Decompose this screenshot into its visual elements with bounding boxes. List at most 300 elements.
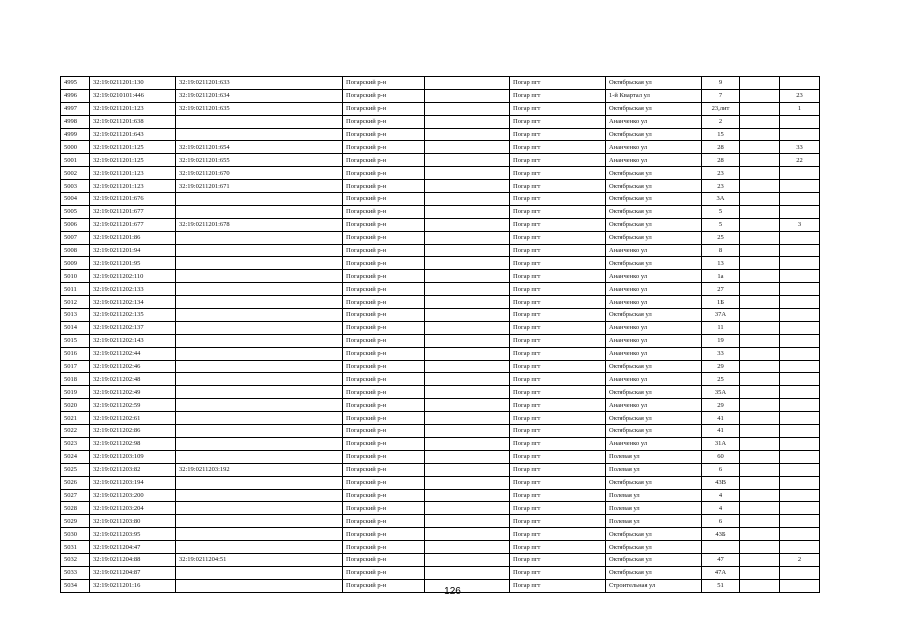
- cell-row-number: 5033: [61, 566, 90, 579]
- cell-district: Погарский р-н: [343, 437, 425, 450]
- cell-street: Строительная ул: [606, 579, 702, 592]
- cell-locality-type: [425, 334, 510, 347]
- cell-street: Полевая ул: [606, 515, 702, 528]
- cell-building: [740, 270, 780, 283]
- table-row: [61, 154, 820, 167]
- cell-settlement: Погар пгт: [510, 541, 606, 554]
- cell-locality-type: [425, 193, 510, 206]
- cell-cadastral-number: 32:19:0211203:82: [90, 463, 176, 476]
- cell-cadastral-number: 32:19:0211202:134: [90, 296, 176, 309]
- cell-row-number: 5008: [61, 244, 90, 257]
- table-row: [61, 270, 820, 283]
- cell-apartment: 33: [780, 141, 820, 154]
- cell-building: [740, 373, 780, 386]
- cell-row-number: 4997: [61, 102, 90, 115]
- cell-street: Ананченко ул: [606, 154, 702, 167]
- cell-locality-type: [425, 360, 510, 373]
- cell-street: Октябрьская ул: [606, 77, 702, 90]
- cell-settlement: Погар пгт: [510, 476, 606, 489]
- cell-settlement: Погар пгт: [510, 437, 606, 450]
- cell-parent-cadastral-number: [176, 334, 343, 347]
- table-row: [61, 257, 820, 270]
- cell-apartment: [780, 128, 820, 141]
- table-row: [61, 296, 820, 309]
- cell-row-number: 5002: [61, 167, 90, 180]
- cell-street: Ананченко ул: [606, 437, 702, 450]
- cell-locality-type: [425, 463, 510, 476]
- cell-locality-type: [425, 244, 510, 257]
- cell-house-number: 1а: [702, 270, 740, 283]
- cell-building: [740, 502, 780, 515]
- cell-house-number: 1Б: [702, 296, 740, 309]
- cell-district: Погарский р-н: [343, 566, 425, 579]
- cell-building: [740, 347, 780, 360]
- page-number: 126: [444, 586, 461, 597]
- cell-building: [740, 244, 780, 257]
- cell-apartment: [780, 347, 820, 360]
- cell-cadastral-number: 32:19:0211203:204: [90, 502, 176, 515]
- cell-settlement: Погар пгт: [510, 463, 606, 476]
- cell-settlement: Погар пгт: [510, 373, 606, 386]
- cell-building: [740, 296, 780, 309]
- cell-row-number: 4995: [61, 77, 90, 90]
- cell-apartment: 2: [780, 553, 820, 566]
- cell-building: [740, 205, 780, 218]
- table-row: [61, 193, 820, 206]
- cell-parent-cadastral-number: [176, 450, 343, 463]
- cell-district: Погарский р-н: [343, 528, 425, 541]
- cell-house-number: 4: [702, 502, 740, 515]
- cell-settlement: Погар пгт: [510, 296, 606, 309]
- cell-locality-type: [425, 489, 510, 502]
- cell-settlement: Погар пгт: [510, 309, 606, 322]
- cell-building: [740, 360, 780, 373]
- cell-building: [740, 321, 780, 334]
- cell-settlement: Погар пгт: [510, 489, 606, 502]
- registry-table: [60, 76, 820, 593]
- cell-street: Полевая ул: [606, 463, 702, 476]
- cell-district: Погарский р-н: [343, 386, 425, 399]
- cell-apartment: [780, 566, 820, 579]
- cell-parent-cadastral-number: 32:19:0211201:634: [176, 89, 343, 102]
- table-row: [61, 566, 820, 579]
- cell-locality-type: [425, 541, 510, 554]
- cell-parent-cadastral-number: [176, 399, 343, 412]
- cell-house-number: 7: [702, 89, 740, 102]
- cell-cadastral-number: 32:19:0211203:95: [90, 528, 176, 541]
- cell-house-number: 23,лит: [702, 102, 740, 115]
- cell-house-number: 41: [702, 412, 740, 425]
- cell-apartment: [780, 463, 820, 476]
- table-row: [61, 437, 820, 450]
- cell-building: [740, 528, 780, 541]
- cell-apartment: [780, 399, 820, 412]
- cell-locality-type: [425, 257, 510, 270]
- cell-row-number: 5005: [61, 205, 90, 218]
- cell-locality-type: [425, 218, 510, 231]
- cell-apartment: [780, 77, 820, 90]
- cell-locality-type: [425, 128, 510, 141]
- cell-row-number: 4996: [61, 89, 90, 102]
- cell-settlement: Погар пгт: [510, 502, 606, 515]
- table-row: [61, 283, 820, 296]
- cell-parent-cadastral-number: [176, 205, 343, 218]
- cell-settlement: Погар пгт: [510, 257, 606, 270]
- cell-apartment: [780, 167, 820, 180]
- cell-building: [740, 450, 780, 463]
- cell-house-number: 3А: [702, 193, 740, 206]
- cell-apartment: [780, 115, 820, 128]
- cell-locality-type: [425, 528, 510, 541]
- cell-parent-cadastral-number: [176, 425, 343, 438]
- cell-settlement: Погар пгт: [510, 218, 606, 231]
- cell-district: Погарский р-н: [343, 373, 425, 386]
- cell-cadastral-number: 32:19:0211202:133: [90, 283, 176, 296]
- table-row: [61, 489, 820, 502]
- cell-row-number: 5016: [61, 347, 90, 360]
- cell-settlement: Погар пгт: [510, 102, 606, 115]
- cell-settlement: Погар пгт: [510, 528, 606, 541]
- cell-apartment: [780, 425, 820, 438]
- cell-settlement: Погар пгт: [510, 167, 606, 180]
- cell-street: Ананченко ул: [606, 334, 702, 347]
- cell-street: Ананченко ул: [606, 296, 702, 309]
- cell-parent-cadastral-number: [176, 244, 343, 257]
- cell-cadastral-number: 32:19:0211204:88: [90, 553, 176, 566]
- cell-house-number: 5: [702, 205, 740, 218]
- cell-street: Октябрьская ул: [606, 309, 702, 322]
- table-row: [61, 541, 820, 554]
- cell-building: [740, 180, 780, 193]
- cell-house-number: 25: [702, 373, 740, 386]
- table-row: [61, 528, 820, 541]
- cell-row-number: 5020: [61, 399, 90, 412]
- cell-house-number: 13: [702, 257, 740, 270]
- cell-district: Погарский р-н: [343, 231, 425, 244]
- cell-building: [740, 553, 780, 566]
- table-row: [61, 218, 820, 231]
- cell-cadastral-number: 32:19:0211203:200: [90, 489, 176, 502]
- cell-building: [740, 218, 780, 231]
- cell-street: Полевая ул: [606, 489, 702, 502]
- cell-building: [740, 141, 780, 154]
- cell-cadastral-number: 32:19:0211202:59: [90, 399, 176, 412]
- cell-row-number: 5011: [61, 283, 90, 296]
- cell-locality-type: [425, 205, 510, 218]
- cell-row-number: 5000: [61, 141, 90, 154]
- cell-district: Погарский р-н: [343, 154, 425, 167]
- cell-apartment: [780, 296, 820, 309]
- table-row: [61, 412, 820, 425]
- cell-building: [740, 257, 780, 270]
- cell-apartment: [780, 205, 820, 218]
- cell-locality-type: [425, 566, 510, 579]
- cell-locality-type: [425, 425, 510, 438]
- cell-cadastral-number: 32:19:0211202:48: [90, 373, 176, 386]
- cell-cadastral-number: 32:19:0211201:86: [90, 231, 176, 244]
- cell-cadastral-number: 32:19:0211202:49: [90, 386, 176, 399]
- cell-cadastral-number: 32:19:0211202:137: [90, 321, 176, 334]
- cell-cadastral-number: 32:19:0211201:94: [90, 244, 176, 257]
- cell-house-number: 31А: [702, 437, 740, 450]
- cell-apartment: [780, 412, 820, 425]
- cell-house-number: 4: [702, 489, 740, 502]
- cell-settlement: Погар пгт: [510, 515, 606, 528]
- table-row: [61, 205, 820, 218]
- cell-district: Погарский р-н: [343, 347, 425, 360]
- cell-street: Полевая ул: [606, 450, 702, 463]
- cell-building: [740, 476, 780, 489]
- cell-street: Октябрьская ул: [606, 102, 702, 115]
- cell-apartment: 3: [780, 218, 820, 231]
- cell-house-number: 33: [702, 347, 740, 360]
- cell-settlement: Погар пгт: [510, 412, 606, 425]
- cell-house-number: 43В: [702, 476, 740, 489]
- cell-apartment: [780, 283, 820, 296]
- cell-parent-cadastral-number: [176, 373, 343, 386]
- cell-row-number: 5027: [61, 489, 90, 502]
- cell-cadastral-number: 32:19:0211202:110: [90, 270, 176, 283]
- cell-settlement: Погар пгт: [510, 193, 606, 206]
- cell-parent-cadastral-number: 32:19:0211201:655: [176, 154, 343, 167]
- cell-apartment: [780, 437, 820, 450]
- cell-street: Октябрьская ул: [606, 386, 702, 399]
- cell-cadastral-number: 32:19:0211202:86: [90, 425, 176, 438]
- table-row: [61, 244, 820, 257]
- cell-building: [740, 489, 780, 502]
- cell-house-number: 43Б: [702, 528, 740, 541]
- cell-building: [740, 437, 780, 450]
- cell-row-number: 5034: [61, 579, 90, 592]
- cell-row-number: 5023: [61, 437, 90, 450]
- cell-district: Погарский р-н: [343, 141, 425, 154]
- cell-district: Погарский р-н: [343, 296, 425, 309]
- cell-district: Погарский р-н: [343, 115, 425, 128]
- cell-cadastral-number: 32:19:0211201:123: [90, 167, 176, 180]
- cell-cadastral-number: 32:19:0211204:87: [90, 566, 176, 579]
- cell-row-number: 5012: [61, 296, 90, 309]
- cell-apartment: [780, 502, 820, 515]
- cell-parent-cadastral-number: 32:19:0211201:678: [176, 218, 343, 231]
- table-row: [61, 425, 820, 438]
- cell-apartment: [780, 373, 820, 386]
- table-row: [61, 180, 820, 193]
- cell-locality-type: [425, 502, 510, 515]
- cell-parent-cadastral-number: [176, 502, 343, 515]
- cell-row-number: 5021: [61, 412, 90, 425]
- cell-district: Погарский р-н: [343, 167, 425, 180]
- table-row: [61, 373, 820, 386]
- table-row: [61, 321, 820, 334]
- cell-cadastral-number: 32:19:0211201:123: [90, 102, 176, 115]
- cell-apartment: [780, 528, 820, 541]
- cell-settlement: Погар пгт: [510, 425, 606, 438]
- cell-cadastral-number: 32:19:0211201:638: [90, 115, 176, 128]
- cell-district: Погарский р-н: [343, 244, 425, 257]
- cell-apartment: [780, 244, 820, 257]
- cell-district: Погарский р-н: [343, 360, 425, 373]
- cell-settlement: Погар пгт: [510, 566, 606, 579]
- cell-parent-cadastral-number: 32:19:0211201:654: [176, 141, 343, 154]
- cell-parent-cadastral-number: [176, 193, 343, 206]
- cell-parent-cadastral-number: [176, 309, 343, 322]
- cell-district: Погарский р-н: [343, 77, 425, 90]
- cell-cadastral-number: 32:19:0211201:123: [90, 180, 176, 193]
- cell-building: [740, 89, 780, 102]
- cell-parent-cadastral-number: 32:19:0211201:671: [176, 180, 343, 193]
- cell-parent-cadastral-number: [176, 347, 343, 360]
- cell-cadastral-number: 32:19:0211203:194: [90, 476, 176, 489]
- cell-house-number: 41: [702, 425, 740, 438]
- cell-row-number: 5009: [61, 257, 90, 270]
- table-row: [61, 347, 820, 360]
- cell-row-number: 5015: [61, 334, 90, 347]
- cell-street: Октябрьская ул: [606, 218, 702, 231]
- cell-settlement: Погар пгт: [510, 205, 606, 218]
- table-row: [61, 128, 820, 141]
- cell-cadastral-number: 32:19:0210101:446: [90, 89, 176, 102]
- cell-settlement: Погар пгт: [510, 347, 606, 360]
- cell-street: Ананченко ул: [606, 399, 702, 412]
- cell-cadastral-number: 32:19:0211202:143: [90, 334, 176, 347]
- cell-district: Погарский р-н: [343, 205, 425, 218]
- cell-street: Октябрьская ул: [606, 360, 702, 373]
- cell-district: Погарский р-н: [343, 463, 425, 476]
- cell-street: Октябрьская ул: [606, 180, 702, 193]
- cell-house-number: 29: [702, 399, 740, 412]
- cell-row-number: 5007: [61, 231, 90, 244]
- table-row: [61, 115, 820, 128]
- cell-house-number: 47: [702, 553, 740, 566]
- cell-district: Погарский р-н: [343, 450, 425, 463]
- cell-settlement: Погар пгт: [510, 180, 606, 193]
- cell-district: Погарский р-н: [343, 334, 425, 347]
- cell-locality-type: [425, 270, 510, 283]
- cell-parent-cadastral-number: [176, 386, 343, 399]
- cell-row-number: 5028: [61, 502, 90, 515]
- cell-street: Ананченко ул: [606, 373, 702, 386]
- cell-house-number: [702, 541, 740, 554]
- cell-building: [740, 102, 780, 115]
- cell-row-number: 5014: [61, 321, 90, 334]
- cell-building: [740, 231, 780, 244]
- cell-row-number: 5025: [61, 463, 90, 476]
- cell-parent-cadastral-number: [176, 283, 343, 296]
- cell-street: Ананченко ул: [606, 347, 702, 360]
- cell-locality-type: [425, 373, 510, 386]
- cell-district: Погарский р-н: [343, 180, 425, 193]
- cell-house-number: 51: [702, 579, 740, 592]
- cell-street: Ананченко ул: [606, 141, 702, 154]
- cell-apartment: [780, 476, 820, 489]
- cell-house-number: 47А: [702, 566, 740, 579]
- cell-district: Погарский р-н: [343, 309, 425, 322]
- cell-house-number: 6: [702, 515, 740, 528]
- cell-apartment: [780, 270, 820, 283]
- cell-apartment: [780, 334, 820, 347]
- cell-parent-cadastral-number: 32:19:0211201:670: [176, 167, 343, 180]
- cell-apartment: 23: [780, 89, 820, 102]
- cell-building: [740, 386, 780, 399]
- cell-house-number: 37А: [702, 309, 740, 322]
- cell-locality-type: [425, 115, 510, 128]
- cell-house-number: 23: [702, 180, 740, 193]
- cell-street: Октябрьская ул: [606, 167, 702, 180]
- cell-apartment: [780, 321, 820, 334]
- table-row: [61, 309, 820, 322]
- cell-settlement: Погар пгт: [510, 360, 606, 373]
- cell-locality-type: [425, 399, 510, 412]
- cell-apartment: [780, 231, 820, 244]
- cell-locality-type: [425, 450, 510, 463]
- cell-building: [740, 115, 780, 128]
- cell-street: Октябрьская ул: [606, 553, 702, 566]
- cell-parent-cadastral-number: [176, 489, 343, 502]
- table-row: [61, 334, 820, 347]
- table-row: [61, 450, 820, 463]
- cell-district: Погарский р-н: [343, 283, 425, 296]
- cell-parent-cadastral-number: [176, 476, 343, 489]
- cell-row-number: 5019: [61, 386, 90, 399]
- cell-cadastral-number: 32:19:0211201:677: [90, 205, 176, 218]
- cell-apartment: [780, 193, 820, 206]
- table-row: [61, 77, 820, 90]
- cell-building: [740, 334, 780, 347]
- cell-street: Октябрьская ул: [606, 476, 702, 489]
- cell-locality-type: [425, 102, 510, 115]
- table-row: [61, 463, 820, 476]
- cell-row-number: 5024: [61, 450, 90, 463]
- cell-house-number: 19: [702, 334, 740, 347]
- table-row: [61, 399, 820, 412]
- cell-building: [740, 167, 780, 180]
- cell-building: [740, 193, 780, 206]
- cell-street: Октябрьская ул: [606, 257, 702, 270]
- cell-locality-type: [425, 515, 510, 528]
- cell-house-number: 60: [702, 450, 740, 463]
- cell-parent-cadastral-number: [176, 115, 343, 128]
- cell-locality-type: [425, 412, 510, 425]
- cell-building: [740, 463, 780, 476]
- cell-house-number: 8: [702, 244, 740, 257]
- cell-cadastral-number: 32:19:0211202:98: [90, 437, 176, 450]
- cell-settlement: Погар пгт: [510, 334, 606, 347]
- cell-parent-cadastral-number: [176, 296, 343, 309]
- cell-street: Октябрьская ул: [606, 528, 702, 541]
- cell-cadastral-number: 32:19:0211201:676: [90, 193, 176, 206]
- cell-row-number: 5017: [61, 360, 90, 373]
- table-row: [61, 502, 820, 515]
- cell-locality-type: [425, 283, 510, 296]
- cell-street: Октябрьская ул: [606, 566, 702, 579]
- cell-parent-cadastral-number: [176, 437, 343, 450]
- cell-cadastral-number: 32:19:0211201:677: [90, 218, 176, 231]
- cell-cadastral-number: 32:19:0211201:125: [90, 154, 176, 167]
- cell-locality-type: [425, 89, 510, 102]
- cell-parent-cadastral-number: [176, 566, 343, 579]
- cell-cadastral-number: 32:19:0211201:125: [90, 141, 176, 154]
- cell-building: [740, 515, 780, 528]
- cell-building: [740, 399, 780, 412]
- cell-district: Погарский р-н: [343, 412, 425, 425]
- cell-building: [740, 541, 780, 554]
- cell-parent-cadastral-number: [176, 257, 343, 270]
- cell-building: [740, 77, 780, 90]
- cell-settlement: Погар пгт: [510, 128, 606, 141]
- cell-settlement: Погар пгт: [510, 450, 606, 463]
- cell-settlement: Погар пгт: [510, 399, 606, 412]
- cell-street: Ананченко ул: [606, 244, 702, 257]
